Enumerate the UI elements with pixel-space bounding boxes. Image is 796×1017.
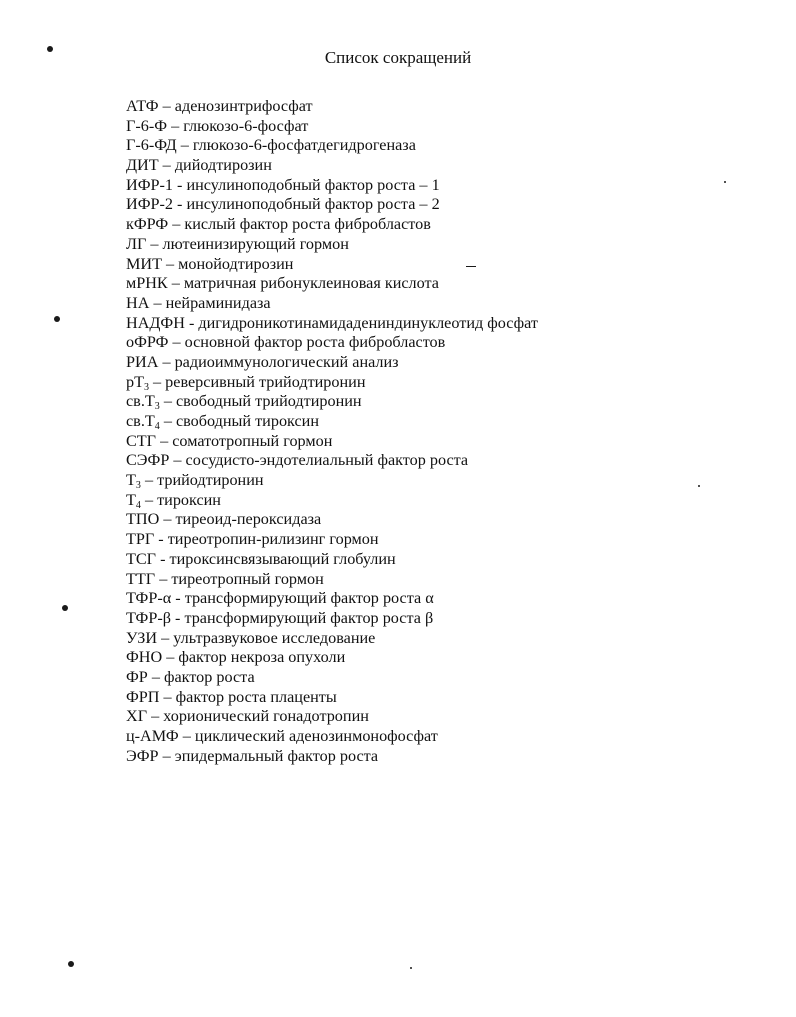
abbreviation-definition: свободный тироксин	[175, 412, 320, 430]
abbreviation-definition: глюкозо-6-фосфатдегидрогеназа	[192, 136, 416, 155]
abbreviation-term: АТФ	[126, 97, 159, 115]
list-item	[126, 136, 538, 156]
list-item	[126, 629, 538, 649]
list-item	[126, 412, 538, 432]
list-item	[126, 294, 538, 314]
abbreviation-term: ФНО	[126, 648, 163, 667]
separator: –	[157, 628, 174, 647]
abbreviation-definition: дийодтирозин	[174, 156, 272, 175]
separator: –	[178, 727, 195, 745]
abbreviation-term: $Т_3$	[126, 471, 141, 492]
abbreviation-term: ТТГ	[126, 569, 156, 588]
separator: –	[149, 293, 166, 312]
abbreviation-term: ЭФР	[126, 746, 159, 765]
separator: –	[168, 215, 185, 234]
subscript: 3	[135, 480, 141, 492]
separator: –	[146, 234, 163, 253]
list-item	[126, 274, 538, 294]
abbreviation-definition: тиреотропин-рилизинг гормон	[167, 530, 379, 549]
abbreviation-term: СЭФР	[126, 451, 170, 470]
abbreviation-definition: нейраминидаза	[165, 293, 271, 312]
list-item	[126, 550, 538, 570]
abbreviation-term: СТГ	[126, 431, 157, 450]
list-item	[126, 648, 538, 668]
separator: –	[140, 471, 158, 490]
abbreviation-definition: кислый фактор роста фибробластов	[184, 215, 431, 234]
list-item	[126, 255, 538, 275]
list-item	[126, 609, 538, 629]
abbreviation-term: НАДФН	[126, 313, 185, 332]
list-item	[126, 314, 538, 334]
list-item	[126, 392, 538, 412]
abbreviation-definition: трансформирующий фактор роста α	[184, 589, 434, 608]
list-item	[126, 97, 538, 117]
separator: –	[148, 372, 166, 391]
abbreviation-term: ТФР-β	[126, 608, 171, 627]
scan-speck	[54, 316, 60, 322]
list-item	[126, 510, 538, 530]
abbreviation-definition: фактор роста	[163, 667, 255, 686]
abbreviation-term: ЛГ	[126, 234, 147, 253]
separator: –	[140, 490, 158, 509]
separator: –	[159, 687, 176, 706]
abbreviation-definition: основной фактор роста фибробластов	[184, 333, 446, 352]
list-item	[126, 530, 538, 550]
abbreviation-definition: глюкозо-6-фосфат	[183, 116, 309, 135]
separator: –	[155, 569, 172, 588]
abbreviation-term: УЗИ	[126, 628, 158, 647]
abbreviation-definition: трансформирующий фактор роста β	[184, 608, 434, 627]
separator: –	[147, 667, 164, 686]
abbreviation-definition: тироксинсвязывающий глобулин	[169, 549, 396, 568]
abbreviation-term: ФР	[126, 667, 148, 686]
abbreviation-definition: хорионический гонадотропин	[163, 707, 369, 726]
abbreviation-definition: свободный трийодтиронин	[175, 392, 362, 411]
abbreviation-term: Г-6-Ф	[126, 116, 168, 135]
abbreviation-definition: тиреотропный гормон	[171, 569, 324, 588]
separator: -	[154, 530, 168, 549]
separator: –	[167, 116, 184, 135]
separator: -	[184, 313, 199, 332]
separator: –	[169, 451, 186, 470]
list-item	[126, 471, 538, 491]
separator: –	[158, 156, 175, 175]
abbreviation-term: мРНК	[126, 274, 168, 293]
separator: –	[147, 707, 164, 726]
list-item	[126, 589, 538, 609]
separator: –	[158, 97, 175, 115]
list-item	[126, 156, 538, 176]
list-item	[126, 688, 538, 708]
separator: -	[172, 175, 187, 194]
abbreviation-term: ФРП	[126, 687, 160, 706]
subscript: 4	[154, 421, 160, 432]
abbreviation-definition: аденозинтрифосфат	[174, 97, 313, 115]
abbreviation-term: РИА	[126, 352, 159, 371]
abbreviation-term: Г-6-ФД	[126, 136, 177, 155]
abbreviation-term: ИФР-2	[126, 195, 173, 214]
list-item	[126, 235, 538, 255]
list-item	[126, 570, 538, 590]
abbreviation-term: ТРГ	[126, 530, 155, 549]
abbreviation-definition: соматотропный гормон	[172, 431, 333, 450]
abbreviation-term: ТФР-α	[126, 589, 172, 608]
scan-speck	[62, 605, 68, 611]
separator: –	[156, 431, 173, 450]
abbreviation-term: $св.Т_3$	[126, 392, 160, 413]
abbreviation-term: ц-АМФ	[126, 727, 179, 745]
page-title: Список сокращений	[324, 48, 472, 67]
abbreviation-definition: трийодтиронин	[157, 471, 264, 490]
separator: –	[162, 648, 179, 667]
abbreviation-term: $св.Т_4$	[126, 412, 160, 432]
scan-speck	[698, 485, 700, 487]
list-item	[126, 215, 538, 235]
subscript: 3	[154, 401, 160, 413]
abbreviation-term: ТСГ	[126, 549, 157, 568]
abbreviation-definition: монойодтирозин	[178, 254, 294, 273]
abbreviation-term: оФРФ	[126, 333, 169, 352]
abbreviation-definition: тиреоид-пероксидаза	[175, 510, 322, 529]
list-item	[126, 432, 538, 452]
abbreviation-definition: циклический аденозинмонофосфат	[194, 727, 438, 745]
list-item	[126, 333, 538, 353]
separator: –	[159, 412, 176, 430]
separator: –	[167, 274, 184, 293]
separator: –	[158, 352, 175, 371]
separator: -	[170, 608, 185, 627]
separator: –	[176, 136, 193, 155]
abbreviation-definition: инсулиноподобный фактор роста – 1	[186, 175, 440, 194]
abbreviation-definition: эпидермальный фактор роста	[174, 746, 379, 765]
abbreviation-definition: радиоиммунологический анализ	[174, 352, 399, 371]
abbreviation-list	[126, 97, 538, 766]
separator: -	[171, 589, 185, 608]
abbreviation-definition: тироксин	[157, 490, 221, 509]
list-item	[126, 195, 538, 215]
separator: -	[156, 549, 170, 568]
separator: –	[159, 510, 176, 529]
list-item	[126, 707, 538, 727]
subscript: 3	[143, 381, 149, 393]
scan-speck	[68, 961, 74, 967]
separator: -	[172, 195, 187, 214]
abbreviation-term: МИТ	[126, 254, 162, 273]
abbreviation-definition: дигидроникотинамидадениндинуклеотид фосфат	[198, 313, 538, 332]
list-item	[126, 668, 538, 688]
abbreviation-term: ДИТ	[126, 156, 159, 175]
list-item	[126, 727, 538, 747]
list-item	[126, 373, 538, 393]
abbreviation-term: НА	[126, 293, 150, 312]
list-item	[126, 747, 538, 767]
list-item	[126, 491, 538, 511]
subscript: 4	[135, 499, 141, 511]
abbreviation-definition: ультразвуковое исследование	[173, 628, 376, 647]
list-item	[126, 176, 538, 196]
list-item	[126, 353, 538, 373]
separator: –	[159, 392, 176, 411]
abbreviation-definition: лютеинизирующий гормон	[162, 234, 349, 253]
separator: –	[168, 333, 185, 352]
abbreviation-definition: реверсивный трийодтиронин	[165, 372, 366, 391]
list-item	[126, 117, 538, 137]
abbreviation-term: кФРФ	[126, 215, 169, 234]
scan-speck	[724, 181, 726, 183]
separator: –	[161, 254, 179, 273]
scan-speck	[410, 967, 412, 969]
abbreviation-term: $рТ_3$	[126, 372, 149, 393]
abbreviation-definition: фактор некроза опухоли	[178, 648, 346, 667]
abbreviation-term: ТПО	[126, 510, 160, 529]
abbreviation-term: $Т_4$	[126, 490, 141, 511]
separator: –	[158, 746, 175, 765]
abbreviation-definition: матричная рибонуклеиновая кислота	[183, 274, 439, 293]
scan-speck	[47, 46, 53, 52]
abbreviation-definition: инсулиноподобный фактор роста – 2	[186, 195, 440, 214]
abbreviation-definition: сосудисто-эндотелиальный фактор роста	[185, 451, 469, 470]
abbreviation-term: ХГ	[126, 707, 148, 726]
list-item	[126, 451, 538, 471]
scan-speck	[466, 266, 476, 267]
abbreviation-term: ИФР-1	[126, 175, 173, 194]
abbreviation-definition: фактор роста плаценты	[175, 687, 337, 706]
